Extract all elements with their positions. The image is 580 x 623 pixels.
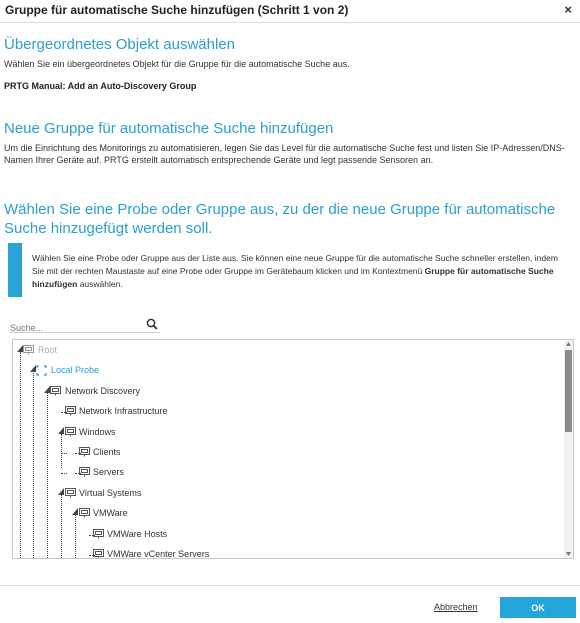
info-text-bold: Gruppe für automatische Suche hinzufügen	[32, 266, 554, 289]
info-box	[8, 243, 572, 297]
tree-connector	[61, 495, 62, 558]
group-icon	[93, 529, 104, 539]
footer-divider	[0, 585, 580, 586]
tree-node-label: VMWare vCenter Servers	[107, 549, 210, 559]
tree-connector	[61, 473, 67, 474]
group-icon	[65, 427, 76, 437]
tree-node-label: Network Discovery	[65, 386, 141, 396]
section-text-parent-object: Wählen Sie ein übergeordnetes Objekt für die Gruppe für die automatische Suche aus.	[4, 59, 350, 69]
ok-button[interactable]: OK	[500, 597, 576, 618]
tree-node-label: Clients	[93, 447, 121, 457]
cancel-button[interactable]: Abbrechen	[434, 602, 478, 612]
probe-icon	[36, 365, 47, 376]
close-icon[interactable]: ×	[564, 2, 572, 17]
dialog-titlebar	[0, 0, 580, 23]
group-icon	[79, 467, 90, 477]
tree-node-label: Local Probe	[51, 365, 100, 375]
group-icon	[23, 345, 34, 355]
info-accent-bar	[8, 243, 22, 297]
dialog-title: Gruppe für automatische Suche hinzufügen (Schritt 1 von 2)	[5, 3, 349, 17]
tree-node-label: VMWare Hosts	[107, 529, 168, 539]
section-text-new-group: Um die Einrichtung des Monitorings zu automatisieren, legen Sie das Level für die automatische Suche fest und listen Sie IP-Adressen/DNS-Namen Ihrer Geräte auf. PRTG erstellt automatisch entsprechende Geräte und legt passende Sensoren an.	[4, 143, 565, 165]
tree-node-label: Virtual Systems	[79, 488, 142, 498]
tree-node-label: Network Infrastructure	[79, 406, 168, 416]
tree-connector	[61, 434, 62, 468]
group-icon	[50, 386, 61, 396]
group-icon	[65, 488, 76, 498]
tree-connector	[75, 515, 76, 558]
group-icon	[79, 508, 90, 518]
scroll-thumb[interactable]	[565, 350, 572, 432]
group-icon	[79, 447, 90, 457]
group-icon	[65, 406, 76, 416]
tree-connector	[61, 453, 67, 454]
scroll-up-icon[interactable]	[564, 340, 573, 348]
info-text	[32, 252, 562, 291]
tree-connector	[20, 352, 21, 558]
info-text-part1: Wählen Sie eine Probe oder Gruppe aus der Liste aus. Sie können eine neue Gruppe für die automatische Suche schneller erstellen, indem Sie mit der rechten Maustaste auf eine Probe oder Gruppe im Gerätebaum klicken und im Kontextmenü	[32, 253, 558, 276]
search-box	[10, 318, 160, 333]
expander-icon[interactable]	[58, 427, 64, 434]
tree-connector	[47, 393, 48, 558]
group-icon	[93, 549, 104, 559]
section-heading-select-probe: Wählen Sie eine Probe oder Gruppe aus, zu der die neue Gruppe für automatische Suche hinzugefügt werden soll.	[4, 201, 556, 237]
manual-link[interactable]: PRTG Manual: Add an Auto-Discovery Group	[4, 81, 197, 91]
scroll-down-icon[interactable]	[564, 550, 573, 558]
expander-icon[interactable]	[72, 508, 78, 515]
tree-node-label: Servers	[93, 467, 125, 477]
info-text-part2: auswählen.	[77, 279, 123, 289]
tree-node-label: VMWare	[93, 508, 128, 518]
device-tree[interactable]	[12, 339, 574, 559]
section-heading-parent-object: Übergeordnetes Objekt auswählen	[4, 36, 235, 53]
search-input[interactable]	[10, 323, 140, 333]
tree-connector	[33, 373, 34, 558]
tree-node-label: Windows	[79, 427, 116, 437]
search-icon[interactable]	[146, 318, 158, 330]
section-heading-new-group: Neue Gruppe für automatische Suche hinzufügen	[4, 120, 334, 137]
tree-scrollbar[interactable]	[564, 340, 573, 558]
tree-node-label: Root	[38, 345, 58, 355]
expander-icon[interactable]	[58, 488, 64, 495]
